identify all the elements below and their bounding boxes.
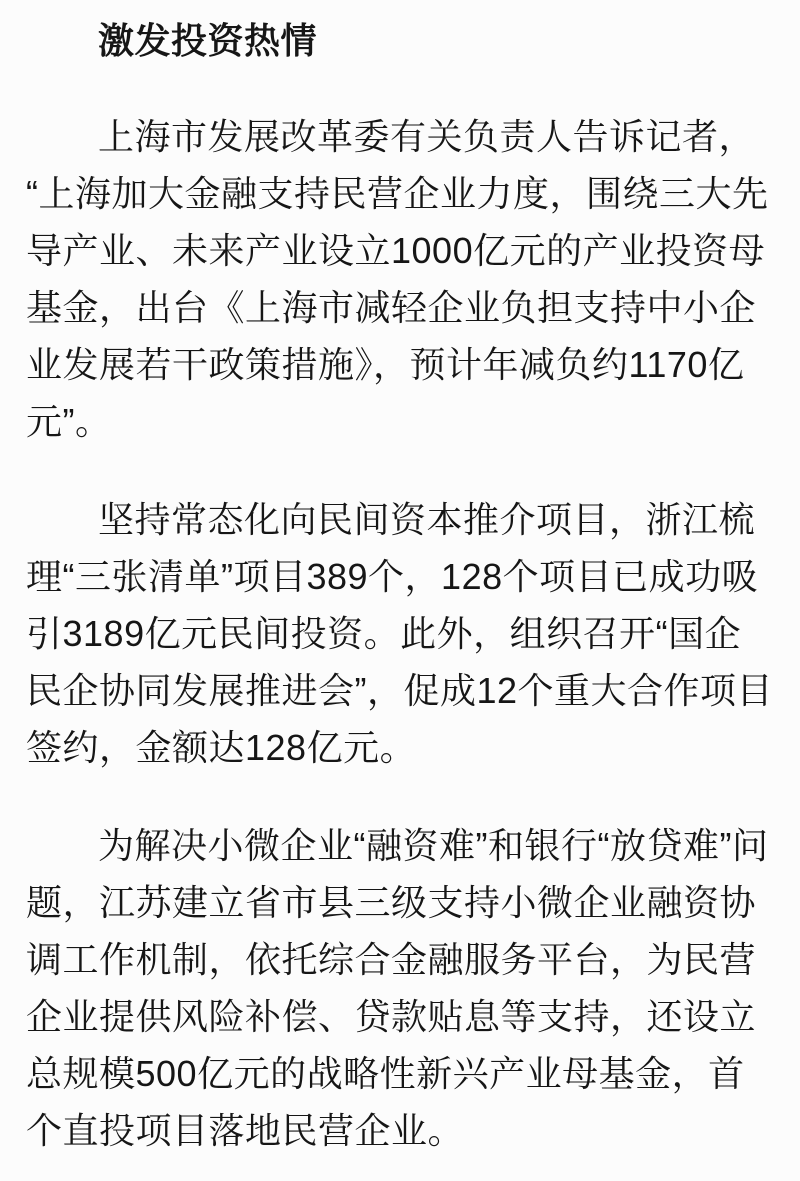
section-heading: 激发投资热情 <box>98 20 318 61</box>
paragraph: 坚持常态化向民间资本推介项目，浙江梳理“三张清单”项目389个，128个项目已成功吸引3189亿元民间投资。此外，组织召开“国企民企协同发展推进会”，促成12个重大合作项目签约，金额达128亿元。 <box>26 499 774 768</box>
article-body <box>26 108 776 1159</box>
paragraph: 为解决小微企业“融资难”和银行“放贷难”问题，江苏建立省市县三级支持小微企业融资协调工作机制，依托综合金融服务平台，为民营企业提供风险补偿、贷款贴息等支持，还设立总规模500亿元的战略性新兴产业母基金，首个直投项目落地民营企业。 <box>26 825 769 1151</box>
paragraph: 上海市发展改革委有关负责人告诉记者，“上海加大金融支持民营企业力度，围绕三大先导产业、未来产业设立1000亿元的产业投资母基金，出台《上海市减轻企业负担支持中小企业发展若干政策措施》，预计年减负约1170亿元”。 <box>26 116 769 442</box>
